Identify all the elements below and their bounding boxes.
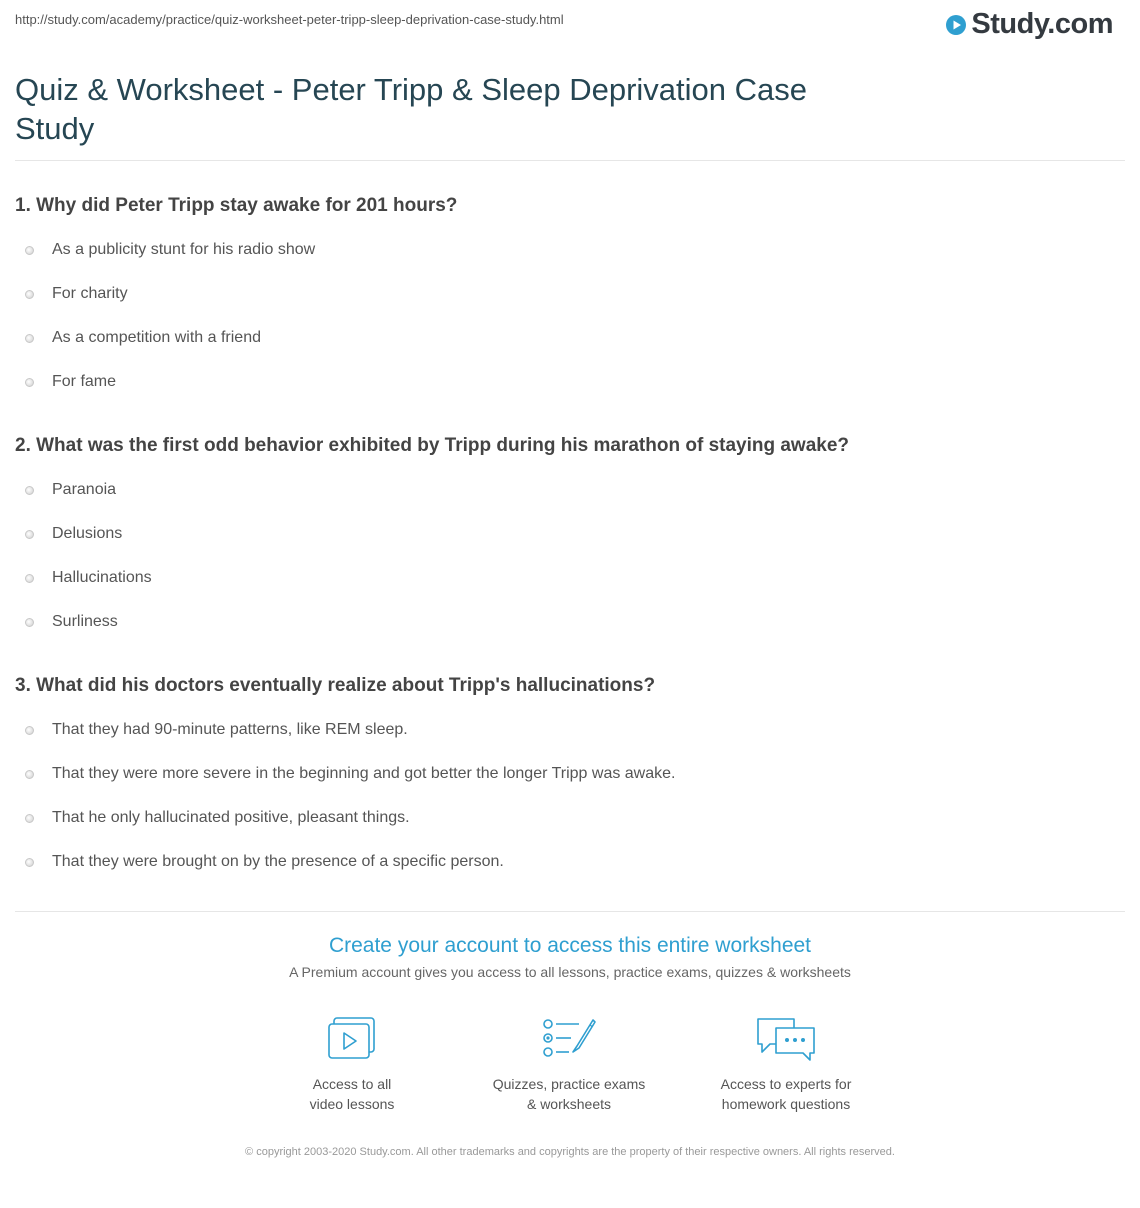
feature-experts (686, 1016, 886, 1114)
question-2 (15, 434, 1125, 644)
question-text: 2. What was the first odd behavior exhibited by Tripp during his marathon of staying awake? (15, 435, 850, 456)
answer-option[interactable] (15, 796, 1125, 840)
feature-label-line: video lessons (309, 1096, 395, 1112)
chat-bubbles-icon (754, 1016, 818, 1062)
radio-button[interactable] (25, 378, 34, 387)
feature-video-lessons (252, 1016, 452, 1114)
radio-button[interactable] (25, 814, 34, 823)
answer-label: For charity (52, 285, 128, 302)
answer-option[interactable] (15, 228, 1125, 272)
feature-quizzes (469, 1016, 669, 1114)
feature-label-line: & worksheets (526, 1096, 612, 1112)
answer-option[interactable] (15, 272, 1125, 316)
answer-label: Hallucinations (52, 569, 152, 586)
answer-label: Surliness (52, 613, 118, 630)
feature-label-line: homework questions (721, 1096, 851, 1112)
video-lessons-icon (326, 1016, 378, 1062)
answer-label: Paranoia (52, 481, 117, 498)
quiz-checklist-icon (541, 1016, 597, 1062)
feature-label-line: Access to all (312, 1076, 392, 1092)
answer-label: Delusions (52, 525, 123, 542)
play-circle-icon (945, 14, 967, 36)
radio-button[interactable] (25, 334, 34, 343)
question-1 (15, 194, 1125, 404)
answer-option[interactable] (15, 840, 1125, 884)
radio-button[interactable] (25, 246, 34, 255)
answer-label: That they had 90-minute patterns, like REM sleep. (52, 721, 408, 738)
premium-subtitle: A Premium account gives you access to all lessons, practice exams, quizzes & worksheets (289, 964, 851, 980)
answer-option[interactable] (15, 708, 1125, 752)
radio-button[interactable] (25, 486, 34, 495)
radio-button[interactable] (25, 574, 34, 583)
divider (15, 911, 1125, 912)
create-account-link[interactable]: Create your account to access this entire worksheet (328, 934, 812, 957)
radio-button[interactable] (25, 530, 34, 539)
answer-option[interactable] (15, 360, 1125, 404)
radio-button[interactable] (25, 858, 34, 867)
question-3 (15, 674, 1125, 884)
page-title: Quiz & Worksheet - Peter Tripp & Sleep Deprivation Case Study (15, 72, 807, 146)
copyright-footer: © copyright 2003-2020 Study.com. All other trademarks and copyrights are the property of their respective owners. All rights reserved. (245, 1146, 895, 1158)
feature-label-line: Access to experts for (720, 1076, 852, 1092)
answer-label: That he only hallucinated positive, pleasant things. (52, 809, 410, 826)
question-text: 1. Why did Peter Tripp stay awake for 201 hours? (15, 195, 458, 216)
radio-button[interactable] (25, 770, 34, 779)
browser-url: http://study.com/academy/practice/quiz-worksheet-peter-tripp-sleep-deprivation-case-study.html (15, 12, 564, 27)
radio-button[interactable] (25, 618, 34, 627)
question-text: 3. What did his doctors eventually realize about Tripp's hallucinations? (15, 675, 656, 696)
answer-option[interactable] (15, 316, 1125, 360)
divider (15, 160, 1125, 161)
feature-label-line: Quizzes, practice exams (492, 1076, 646, 1092)
radio-button[interactable] (25, 290, 34, 299)
radio-button[interactable] (25, 726, 34, 735)
answer-option[interactable] (15, 556, 1125, 600)
answer-option[interactable] (15, 468, 1125, 512)
logo-text: Study.com (971, 8, 1113, 40)
answer-label: As a publicity stunt for his radio show (52, 241, 316, 258)
answer-label: That they were more severe in the beginning and got better the longer Tripp was awake. (52, 765, 676, 782)
answer-option[interactable] (15, 752, 1125, 796)
answer-option[interactable] (15, 512, 1125, 556)
study-logo[interactable] (945, 8, 1113, 41)
answer-label: That they were brought on by the presence of a specific person. (52, 853, 504, 870)
answer-option[interactable] (15, 600, 1125, 644)
answer-label: For fame (52, 373, 117, 390)
answer-label: As a competition with a friend (52, 329, 261, 346)
